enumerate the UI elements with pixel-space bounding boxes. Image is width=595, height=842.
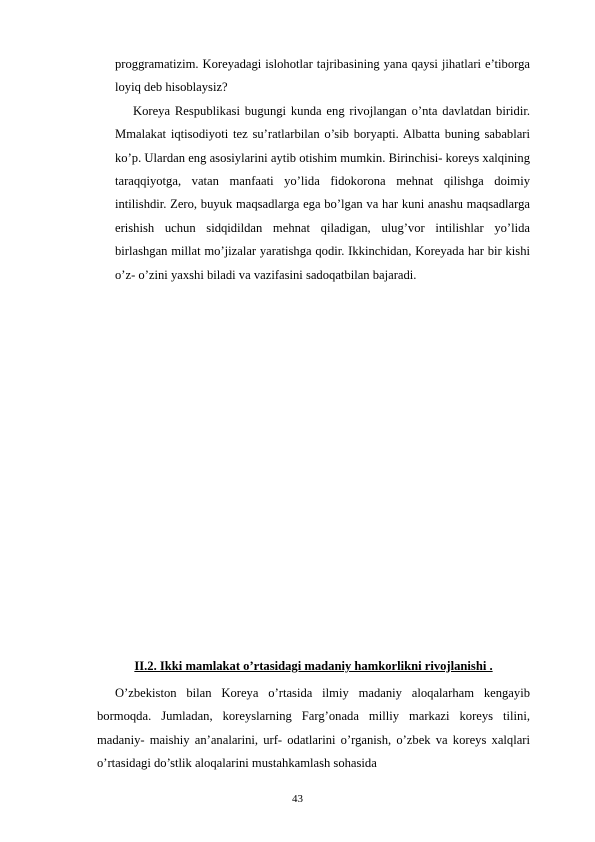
bottom-text-block xyxy=(97,682,530,776)
top-text-block xyxy=(115,53,530,287)
paragraph-continuation: proggramatizim. Koreyadagi islohotlar tajribasining yana qaysi jihatlari e’tiborga loyiq deb hisoblaysiz? xyxy=(115,57,530,95)
paragraph-korea-development: Koreya Respublikasi bugungi kunda eng rivojlangan o’nta davlatdan biridir. Mmalakat iqtisodiyoti tez su’ratlarbilan o’sib boryapti. Albatta buning sabablari ko’p. Ulardan eng asosiylarini aytib otishim mumkin. Birinchisi- koreys xalqining taraqqiyotga, vatan manfaati yo’lida fidokorona mehnat qilishga doimiy intilishdir. Zero, buyuk maqsadlarga ega bo’lgan va har kuni anashu maqsadlarga erishish uchun sidqidildan mehnat qiladigan, ulug’vor intilishlar yo’lida birlashgan millat mo’jizalar yaratishga qodir. Ikkinchidan, Koreyada har bir kishi o’z- o’zini yaxshi biladi va vazifasini sadoqatbilan bajaradi. xyxy=(115,103,530,282)
section-heading: II.2. Ikki mamlakat o’rtasidagi madaniy hamkorlikni rivojlanishi . xyxy=(134,659,493,673)
page-number: 43 xyxy=(292,793,303,805)
paragraph-cultural-relations: O’zbekiston bilan Koreya o’rtasida ilmiy madaniy aloqalarham kengayib bormoqda. Jumladan, koreyslarning Farg’onada milliy markazi koreys tilini, madaniy- maishiy an’analarini, urf- odatlarini o’rganish, o’zbek va koreys xalqlari o’rtasidagi do’stlik aloqalarini mustahkamlash sohasida xyxy=(97,686,530,771)
